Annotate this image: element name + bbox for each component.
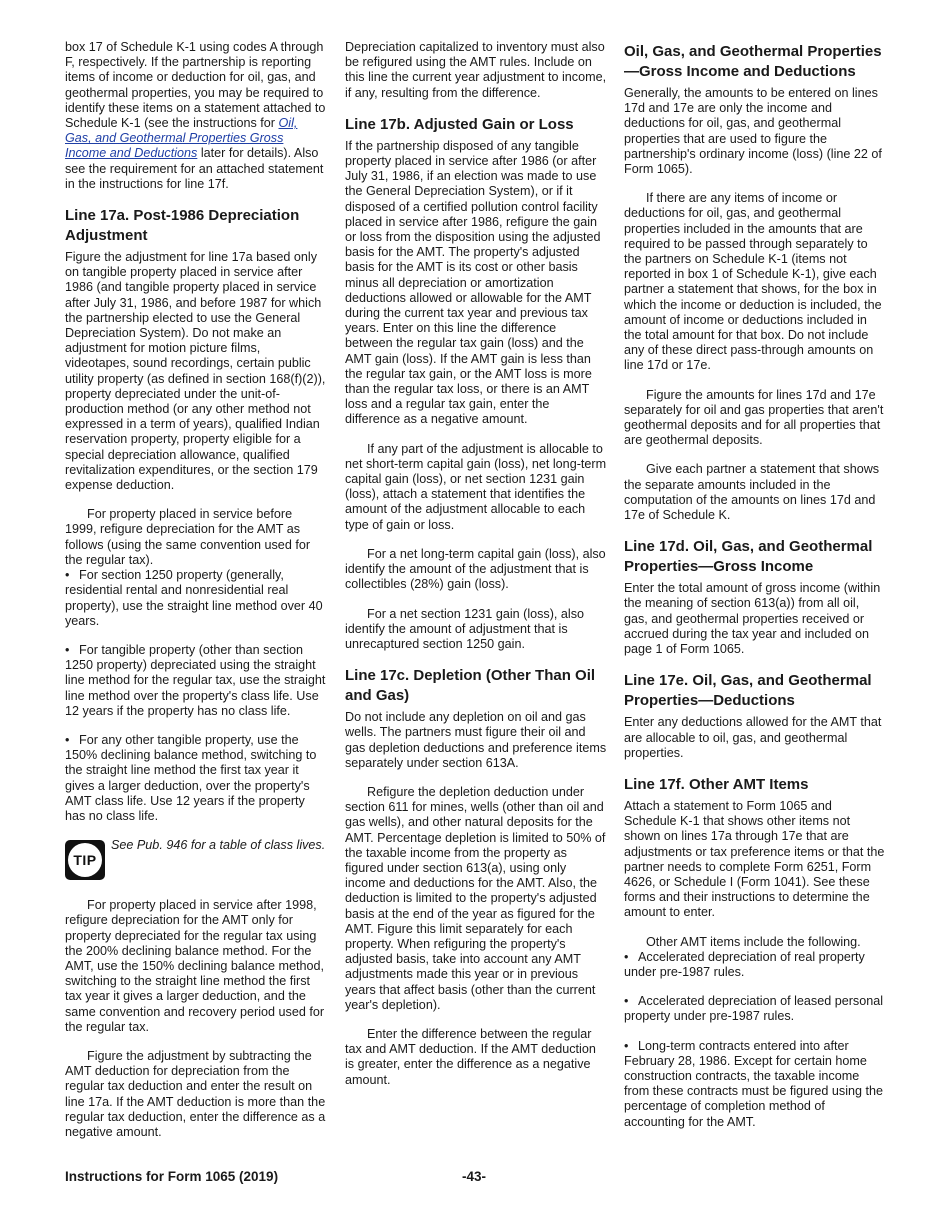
- bullet-icon: •: [624, 1038, 629, 1053]
- paragraph: box 17 of Schedule K-1 using codes A through F, respectively. If the partnership is reporting items of income or deduction for oil, gas, and geothermal properties, you may be required to identify these items on a statement attached to Schedule K-1 (see the instructions for Oil, Gas, and Geothermal Properties Gross Income and Deductions later for details). Also see the requirement for an attached statement in the instructions for line 17f.: [65, 40, 326, 191]
- paragraph: For a net section 1231 gain (loss), also identify the amount of adjustment that is unrecaptured section 1250 gain.: [345, 606, 585, 651]
- paragraph: If the partnership disposed of any tangible property placed in service after 1986 (or after July 31, 1986, if an election was made to use the General Depreciation System), or if it disposed of a certified pollution control facility placed in service after 1986, refigure the gain or loss from the disposition using the adjusted basis for the AMT. The property's adjusted basis for the AMT is its cost or other basis minus all depreciation or amortization deductions allowed or allowable for the AMT during the current tax year and previous tax years. Enter on this line the difference between the regular tax gain (loss) and the AMT gain (loss). If the AMT gain is less than the regular tax gain, or the AMT loss is more than the regular tax loss, or there is an AMT loss and a regular tax gain, enter the difference as a negative amount.: [345, 138, 601, 427]
- paragraph: Generally, the amounts to be entered on lines 17d and 17e are only the income and deductions for oil, gas, and geothermal properties that are used to figure the partnership's ordinary income (loss) (line 22 of Form 1065).: [624, 86, 882, 177]
- paragraph: Enter the difference between the regular tax and AMT deduction. If the AMT deduction is greater, enter the difference as a negative amount.: [345, 1026, 596, 1087]
- paragraph: Do not include any depletion on oil and gas wells. The partners must figure their oil and gas depletion deductions and preference items separately under section 613A.: [345, 710, 607, 770]
- bullet-icon: •: [65, 732, 70, 747]
- paragraph: If there are any items of income or deductions for oil, gas, and geothermal properties included in the amounts that are required to be passed through separately to the partners on Schedule K-1 (items not reported in box 1 of Schedule K-1), give each partner a statement that shows, for the box in which the income or deduction is included, the amount of income or deductions included in the total amount for that box. Do not include any of these direct pass-through amounts on line 17d or 17e.: [624, 191, 882, 373]
- paragraph: Refigure the depletion deduction under section 611 for mines, wells (other than oil and gas wells), and other natural deposits for the AMT. Percentage depletion is limited to 50% of the taxable income from the property as figured under section 613(a), using only income and deductions for the AMT. Also, the deduction is limited to the property's adjusted basis at the end of the year as figured for the AMT. Figure this limit separately for each property. When refiguring the property's adjusted basis, take into account any AMT adjustments made this year or in previous years that affect basis (other than the current year's depletion).: [345, 784, 606, 1012]
- paragraph: Figure the adjustment by subtracting the AMT deduction for depreciation from the regular tax deduction and enter the result on line 17a. If the AMT deduction is more than the regular tax deduction, enter the difference as a negative amount.: [65, 1048, 326, 1139]
- heading-line-17e: Line 17e. Oil, Gas, and Geothermal Properties—Deductions: [624, 672, 872, 710]
- heading-line-17d: Line 17d. Oil, Gas, and Geothermal Properties—Gross Income: [624, 538, 873, 576]
- bullet-icon: •: [624, 949, 629, 964]
- heading-line-17b: Line 17b. Adjusted Gain or Loss: [345, 115, 574, 133]
- tip-icon: TIP: [65, 840, 105, 880]
- footer-title: Instructions for Form 1065 (2019): [65, 1169, 279, 1184]
- paragraph: Attach a statement to Form 1065 and Schedule K-1 that shows other items not shown on lines 17a through 17e that are adjustments or tax preference items or that the partner needs to complete Form 6251, Form 4626, or Schedule I (Form 1041). See these forms and their instructions to determine the amount to enter.: [624, 798, 885, 920]
- heading-line-17c: Line 17c. Depletion (Other Than Oil and Gas): [345, 667, 596, 705]
- page-number: -43-: [462, 1169, 487, 1184]
- heading-line-17f: Line 17f. Other AMT Items: [624, 775, 809, 793]
- bullet-icon: •: [624, 994, 629, 1009]
- bullet-item: • For any other tangible property, use the 150% declining balance method, switching to the straight line method the first tax year it gives a larger deduction, over the property's AMT class life. Use 12 years if the property has no class life.: [65, 732, 317, 823]
- paragraph: Other AMT items include the following.: [646, 934, 861, 949]
- heading-oil-gas-geothermal: Oil, Gas, and Geothermal Properties—Gross Income and Deductions: [624, 43, 882, 80]
- heading-line-17a: Line 17a. Post-1986 Depreciation Adjustment: [65, 207, 300, 245]
- bullet-item: • For section 1250 property (generally, residential rental and nonresidential real property), use the straight line method over 40 years.: [65, 568, 323, 628]
- page-footer: [65, 1169, 885, 1184]
- bullet-icon: •: [65, 568, 70, 583]
- tip-box: [65, 838, 327, 880]
- paragraph: For property placed in service before 1999, refigure depreciation for the AMT as follows (using the same convention used for the regular tax).: [65, 507, 311, 567]
- paragraph: Figure the adjustment for line 17a based only on tangible property placed in service after 1986 (and tangible property placed in service after July 31, 1986, and before 1987 for which the partnership elected to use the General Depreciation System). Do not make an adjustment for motion picture films, videotapes, sound recordings, certain public utility property (as defined in section 168(f)(2)), property depreciated under the unit-of-production method (or any other method not expressed in a term of years), qualified Indian reservation property, property eligible for a special depreciation allowance, qualified revitalization expenditures, or the section 179 expense deduction.: [65, 250, 326, 493]
- bullet-item: • Accelerated depreciation of real property under pre-1987 rules.: [624, 949, 865, 979]
- paragraph: For a net long-term capital gain (loss), also identify the amount of the adjustment that is collectibles (28%) gain (loss).: [345, 546, 606, 592]
- paragraph: If any part of the adjustment is allocable to net short-term capital gain (loss), net long-term capital gain (loss), or net section 1231 gain (loss), attach a statement that identifies the amount of the adjustment allocable to each type of gain or loss.: [345, 441, 607, 532]
- bullet-item: • Long-term contracts entered into after February 28, 1986. Except for certain home construction contracts, the taxable income from these contracts must be figured using the percentage of completion method of accounting for the AMT.: [624, 1038, 884, 1129]
- paragraph: For property placed in service after 1998, refigure depreciation for the AMT only for property depreciated for the regular tax using the 200% declining balance method. For the AMT, use the 150% declining balance method, switching to the straight line method the first tax year it gives a larger deduction, and the same convention and recovery period used for the regular tax.: [65, 898, 325, 1034]
- paragraph: Enter the total amount of gross income (within the meaning of section 613(a)) from all oil, gas, and geothermal properties received or accrued during the tax year and included on page 1 of Form 1065.: [624, 581, 881, 657]
- column-3: [624, 40, 886, 1144]
- column-1: [65, 40, 327, 1154]
- bullet-icon: •: [65, 642, 70, 657]
- column-2: [345, 40, 607, 1102]
- paragraph: Depreciation capitalized to inventory must also be refigured using the AMT rules. Include on this line the current year adjustment to income, if any, resulting from the difference.: [345, 40, 607, 100]
- paragraph: Give each partner a statement that shows the separate amounts included in the computation of the amounts on lines 17d and 17e of Schedule K.: [624, 462, 880, 523]
- paragraph: Enter any deductions allowed for the AMT that are allocable to oil, gas, and geothermal properties.: [624, 715, 882, 760]
- paragraph: Figure the amounts for lines 17d and 17e separately for oil and gas properties that aren't geothermal deposits and for all properties that are geothermal deposits.: [624, 387, 884, 448]
- bullet-item: • Accelerated depreciation of leased personal property under pre-1987 rules.: [624, 994, 884, 1024]
- link-oil-gas-geothermal[interactable]: Oil, Gas, and Geothermal Properties Gross Income and Deductions: [65, 116, 298, 161]
- bullet-item: • For tangible property (other than section 1250 property) depreciated using the straight line method for the regular tax, use the straight line method over the property's class life. Use 12 years if the property has no class life.: [65, 642, 326, 718]
- tip-text: See Pub. 946 for a table of class lives.: [111, 838, 326, 853]
